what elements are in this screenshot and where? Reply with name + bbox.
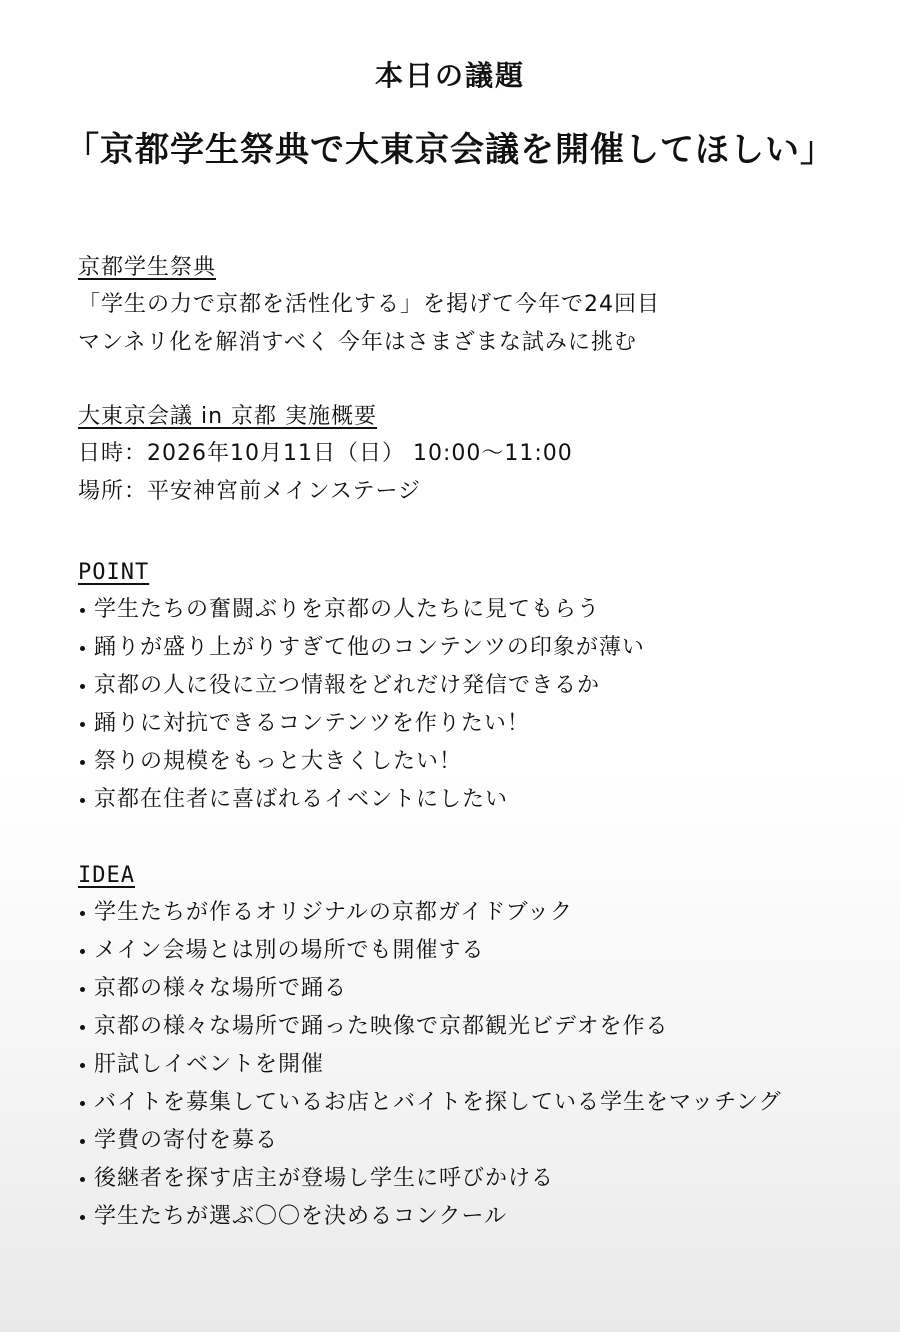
bullet-dot-icon <box>80 949 85 954</box>
idea-item-text: 学生たちが選ぶ〇〇を決めるコンクール <box>94 1204 508 1229</box>
point-item <box>78 705 868 743</box>
bullet-dot-icon <box>80 684 85 689</box>
idea-item <box>78 932 868 970</box>
idea-list <box>78 894 868 1236</box>
idea-item-text: 後継者を探す店主が登場し学生に呼びかける <box>94 1166 555 1191</box>
point-item-text: 京都在住者に喜ばれるイベントにしたい <box>94 787 509 812</box>
point-item <box>78 629 868 667</box>
conference-section <box>78 399 868 511</box>
point-item <box>78 667 868 705</box>
idea-item-text: 肝試しイベントを開催 <box>94 1052 325 1077</box>
festival-heading: 京都学生祭典 <box>78 255 217 280</box>
idea-item-text: 京都の様々な場所で踊った映像で京都観光ビデオを作る <box>94 1014 669 1039</box>
conference-datetime: 日時：2026年10月11日（日） 10:00〜11:00 <box>78 441 573 466</box>
idea-item <box>78 1122 868 1160</box>
idea-item <box>78 1084 868 1122</box>
festival-line-2: マンネリ化を解消すべく 今年はさまざまな試みに挑む <box>78 330 637 355</box>
bullet-dot-icon <box>80 1063 85 1068</box>
point-item <box>78 591 868 629</box>
idea-item-text: 京都の様々な場所で踊る <box>94 976 348 1001</box>
point-item-text: 祭りの規模をもっと大きくしたい！ <box>94 749 463 774</box>
idea-item <box>78 1160 868 1198</box>
idea-item <box>78 894 868 932</box>
point-list <box>78 591 868 819</box>
point-item-text: 京都の人に役に立つ情報をどれだけ発信できるか <box>94 673 601 698</box>
bullet-dot-icon <box>80 911 85 916</box>
idea-item-text: 学生たちが作るオリジナルの京都ガイドブック <box>94 900 574 925</box>
agenda-subtitle: 本日の議題 <box>374 59 525 92</box>
festival-section <box>78 250 868 362</box>
idea-item <box>78 1008 868 1046</box>
bullet-dot-icon <box>80 722 85 727</box>
bullet-dot-icon <box>80 608 85 613</box>
point-item <box>78 781 868 819</box>
bullet-dot-icon <box>80 987 85 992</box>
point-item <box>78 743 868 781</box>
conference-venue: 場所：平安神宮前メインステージ <box>78 479 422 504</box>
bullet-dot-icon <box>80 1025 85 1030</box>
bullet-dot-icon <box>80 798 85 803</box>
bullet-dot-icon <box>80 760 85 765</box>
point-item-text: 踊りが盛り上がりすぎて他のコンテンツの印象が薄い <box>94 635 645 660</box>
conference-heading: 大東京会議 in 京都 実施概要 <box>78 404 378 429</box>
agenda-title: 「京都学生祭典で大東京会議を開催してほしい」 <box>65 130 835 170</box>
idea-item <box>78 970 868 1008</box>
idea-item <box>78 1046 868 1084</box>
bullet-dot-icon <box>80 1139 85 1144</box>
festival-line-1: 「学生の力で京都を活性化する」を掲げて今年で24回目 <box>78 292 660 317</box>
bullet-dot-icon <box>80 1215 85 1220</box>
idea-section <box>78 858 868 1236</box>
bullet-dot-icon <box>80 1101 85 1106</box>
idea-item-text: 学費の寄付を募る <box>94 1128 279 1153</box>
point-section <box>78 555 868 819</box>
point-item-text: 踊りに対抗できるコンテンツを作りたい！ <box>94 711 530 736</box>
idea-item-text: バイトを募集しているお店とバイトを探している学生をマッチング <box>94 1090 782 1115</box>
idea-item-text: メイン会場とは別の場所でも開催する <box>94 938 485 963</box>
bullet-dot-icon <box>80 1177 85 1182</box>
bullet-dot-icon <box>80 646 85 651</box>
idea-heading: IDEA <box>78 863 135 888</box>
point-item-text: 学生たちの奮闘ぶりを京都の人たちに見てもらう <box>94 597 601 622</box>
idea-item <box>78 1198 868 1236</box>
point-heading: POINT <box>78 560 150 585</box>
